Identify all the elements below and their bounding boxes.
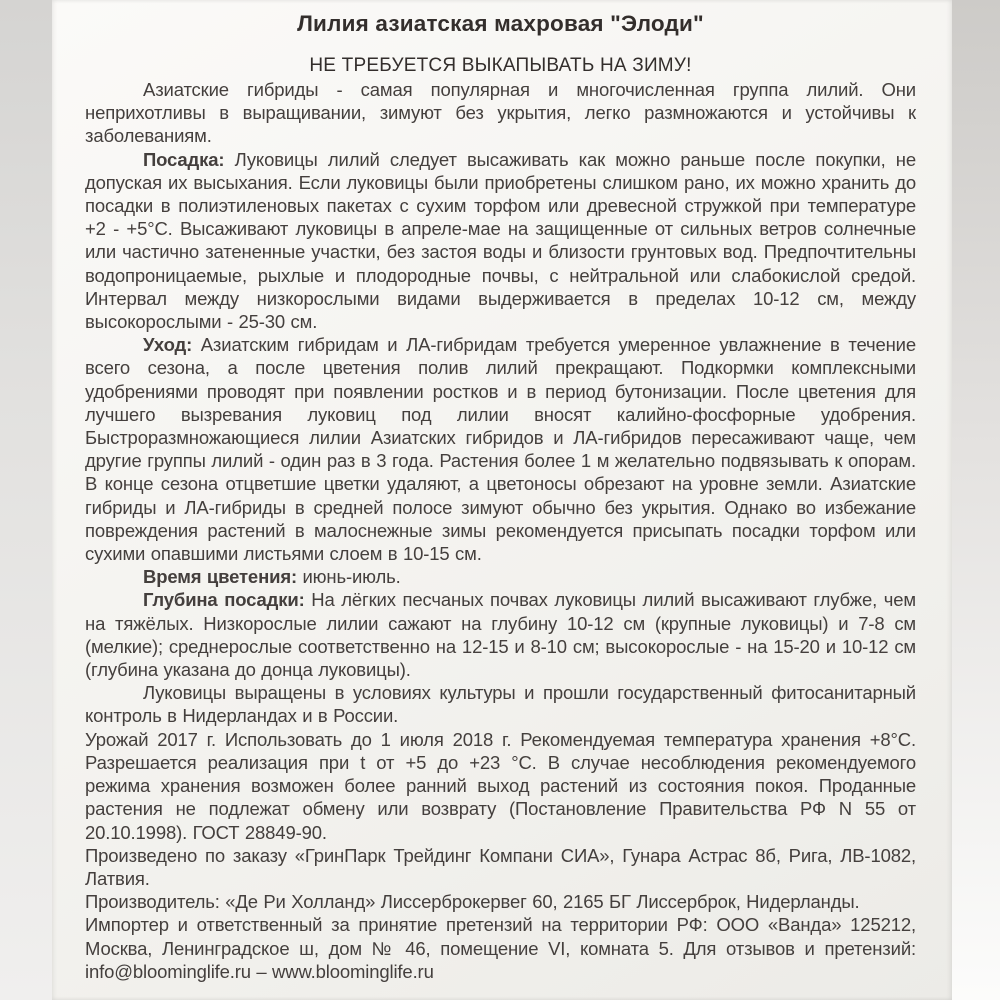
intro-text: Азиатские гибриды - самая популярная и многочисленная группа лилий. Они неприхотливы в выращивании, зимуют без укрытия, легко размножаются и устойчивы к заболеваниям. bbox=[85, 79, 916, 147]
planting-heading: Посадка: bbox=[143, 148, 225, 170]
importer-contacts-text: Импортер и ответственный за принятие претензий на территории РФ: ООО «Ванда» 125212, Москва, Ленинградское ш, дом № 46, помещение VI, комната 5. Для отзывов и претензий: info@bloominglife.ru – www.bloominglife.ru bbox=[85, 914, 916, 982]
paragraph-importer-contacts bbox=[85, 913, 916, 983]
planting-depth-heading: Глубина посадки: bbox=[143, 589, 305, 611]
paragraph-bloom-time bbox=[85, 565, 916, 588]
label-body bbox=[85, 78, 916, 983]
bloom-time-text: июнь-июль. bbox=[296, 566, 401, 588]
planting-depth-text: На лёгких песчаных почвах луковицы лилий высаживают глубже, чем на тяжёлых. Низкорослые лилии сажают на глубину 10-12 см (крупные луковицы) и 7-8 см (мелкие); среднерослые соответственно на 12-15 и 8-10 см; высокорослые - на 15-20 и 10-12 см (глубина указана до донца луковицы). bbox=[85, 589, 916, 681]
plant-care-label bbox=[52, 0, 952, 1000]
paragraph-manufacturer bbox=[85, 890, 916, 913]
photo-background-right bbox=[952, 0, 1000, 1000]
product-title: Лилия азиатская махровая "Элоди" bbox=[297, 11, 704, 36]
no-digging-notice: НЕ ТРЕБУЕТСЯ ВЫКАПЫВАТЬ НА ЗИМУ! bbox=[309, 55, 692, 76]
ordered-by-text: Произведено по заказу «ГринПарк Трейдинг Компани СИА», Гунара Астрас 8б, Рига, ЛВ-1082, Латвия. bbox=[85, 844, 916, 889]
photo-background-left bbox=[0, 0, 52, 1000]
care-heading: Уход: bbox=[143, 334, 193, 356]
care-text: Азиатским гибридам и ЛА-гибридам требуется умеренное увлажнение в течение всего сезона, а после цветения полив лилий прекращают. Подкормки комплексными удобрениями проводят при появлении ростков и в период бутонизации. После цветения для лучшего вызревания луковиц под лилии вносят калийно-фосфорные удобрения. Быстроразмножающиеся лилии Азиатских гибридов и ЛА-гибридов пересаживают чаще, чем другие группы лилий - один раз в 3 года. Растения более 1 м желательно подвязывать к опорам. В конце сезона отцветшие цветки удаляют, а цветоносы обрезают на уровне земли. Азиатские гибриды и ЛА-гибриды в средней полосе зимуют обычно без укрытия. Однако во избежание повреждения растений в малоснежные зимы рекомендуется присыпать посадки торфом или сухими опавшими листьями слоем в 10-15 см. bbox=[85, 334, 916, 565]
paragraph-phytosanitary bbox=[85, 681, 916, 727]
harvest-storage-text: Урожай 2017 г. Использовать до 1 июля 2018 г. Рекомендуемая температура хранения +8°С. Разрешается реализация при t от +5 до +23 °С. В случае несоблюдения рекомендуемого режима хранения возможен более ранний выход растений из состояния покоя. Проданные растения не подлежат обмену или возврату (Постановление Правительства РФ N 55 от 20.10.1998). ГОСТ 28849-90. bbox=[85, 728, 916, 843]
paragraph-harvest-storage bbox=[85, 728, 916, 844]
planting-text: Луковицы лилий следует высаживать как можно раньше после покупки, не допуская их высыхания. Если луковицы были приобретены слишком рано, их можно хранить до посадки в полиэтиленовых пакетах с сухим торфом или древесной стружкой при температуре +2 - +5°С. Высаживают луковицы в апреле-мае на защищенные от сильных ветров солнечные или частично затененные участки, без застоя воды и близости грунтовых вод. Предпочтительны водопроницаемые, рыхлые и плодородные почвы, с нейтральной или слабокислой средой. Интервал между низкорослыми видами выдерживается в пределах 10-12 см, между высокорослыми - 25-30 см. bbox=[85, 148, 916, 333]
paragraph-ordered-by bbox=[85, 844, 916, 890]
manufacturer-text: Производитель: «Де Ри Холланд» Лиссерброкервег 60, 2165 БГ Лиссерброк, Нидерланды. bbox=[85, 891, 860, 913]
paragraph-planting bbox=[85, 148, 916, 334]
paragraph-intro bbox=[85, 78, 916, 148]
paragraph-planting-depth bbox=[85, 588, 916, 681]
bloom-time-heading: Время цветения: bbox=[143, 566, 297, 588]
phytosanitary-text: Луковицы выращены в условиях культуры и прошли государственный фитосанитарный контроль в Нидерландах и в России. bbox=[85, 682, 916, 727]
paragraph-care bbox=[85, 333, 916, 565]
